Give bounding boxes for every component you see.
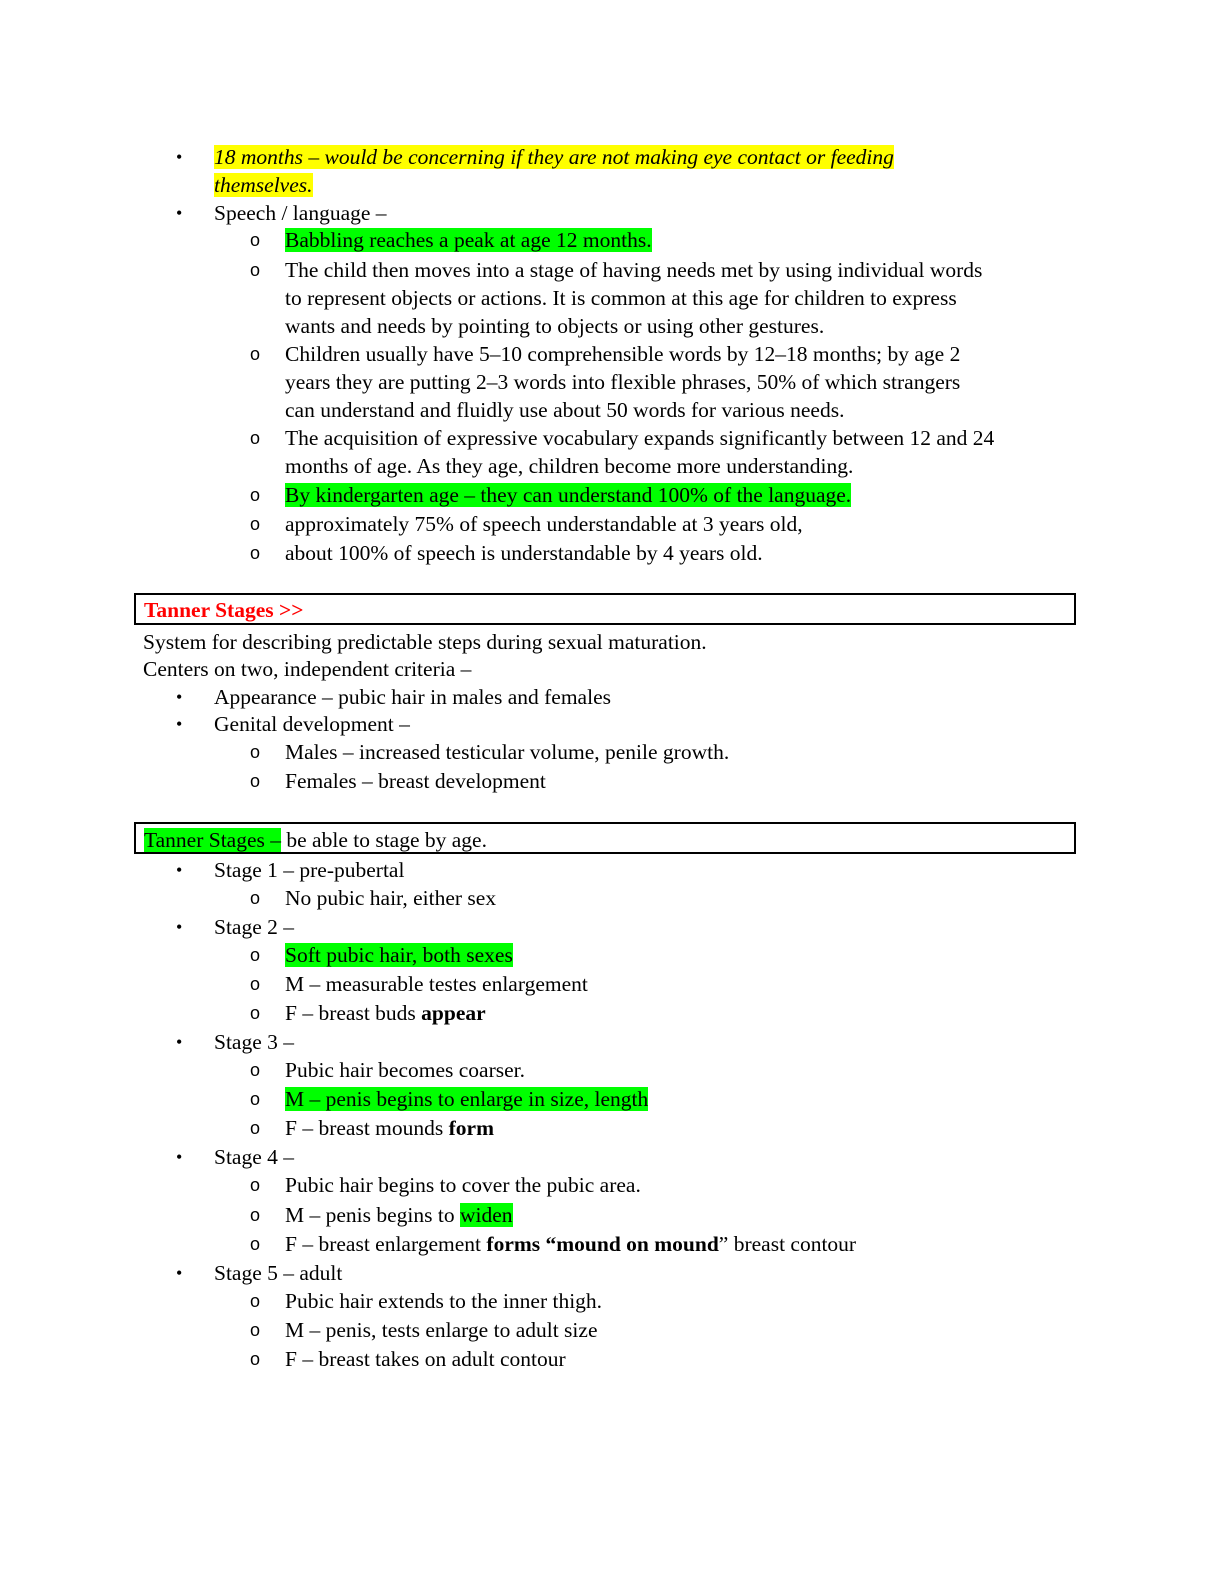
bullet-circle: o xyxy=(250,1291,261,1311)
bullet-circle: o xyxy=(250,742,261,762)
list-item-continued: themselves. xyxy=(214,173,313,197)
bullet-dot: • xyxy=(176,147,183,167)
sub-item: Pubic hair extends to the inner thigh. xyxy=(285,1289,603,1313)
list-item-speech: Speech / language – xyxy=(214,201,387,225)
sub-item: F – breast takes on adult contour xyxy=(285,1347,566,1371)
sub-item-continued: years they are putting 2–3 words into flexible phrases, 50% of which strangers xyxy=(285,370,961,394)
stage-item: Stage 1 – pre-pubertal xyxy=(214,858,405,882)
bullet-circle: o xyxy=(250,260,261,280)
bullet-circle: o xyxy=(250,945,261,965)
sub-item-continued: wants and needs by pointing to objects or using other gestures. xyxy=(285,314,825,338)
intro-text: Centers on two, independent criteria – xyxy=(143,657,472,681)
sub-item-continued: months of age. As they age, children become more understanding. xyxy=(285,454,854,478)
bullet-circle: o xyxy=(250,485,261,505)
sub-item: Soft pubic hair, both sexes xyxy=(285,943,513,967)
bullet-circle: o xyxy=(250,1118,261,1138)
sub-item: M – penis, tests enlarge to adult size xyxy=(285,1318,598,1342)
bullet-circle: o xyxy=(250,888,261,908)
bullet-circle: o xyxy=(250,1175,261,1195)
sub-item-continued: to represent objects or actions. It is common at this age for children to express xyxy=(285,286,957,310)
intro-text: System for describing predictable steps during sexual maturation. xyxy=(143,630,707,654)
sub-item: about 100% of speech is understandable by 4 years old. xyxy=(285,541,763,565)
bullet-circle: o xyxy=(250,514,261,534)
sub-item: By kindergarten age – they can understand 100% of the language. xyxy=(285,483,852,507)
section-heading-box xyxy=(134,593,1076,625)
bullet-circle: o xyxy=(250,344,261,364)
bullet-circle: o xyxy=(250,1089,261,1109)
stage-item: Stage 2 – xyxy=(214,915,295,939)
sub-item: approximately 75% of speech understandable at 3 years old, xyxy=(285,512,803,536)
list-item: Genital development – xyxy=(214,712,410,736)
list-item: 18 months – would be concerning if they are not making eye contact or feeding xyxy=(214,145,894,169)
sub-item: Children usually have 5–10 comprehensible words by 12–18 months; by age 2 xyxy=(285,342,961,366)
sub-item: M – penis begins to enlarge in size, length xyxy=(285,1087,649,1111)
sub-item: No pubic hair, either sex xyxy=(285,886,497,910)
sub-item: F – breast buds appear xyxy=(285,1001,486,1025)
bullet-dot: • xyxy=(176,860,183,880)
bullet-dot: • xyxy=(176,1263,183,1283)
sub-item: The child then moves into a stage of having needs met by using individual words xyxy=(285,258,983,282)
bullet-dot: • xyxy=(176,1032,183,1052)
sub-item: Babbling reaches a peak at age 12 months. xyxy=(285,228,652,252)
bullet-circle: o xyxy=(250,1003,261,1023)
bullet-circle: o xyxy=(250,1060,261,1080)
bullet-circle: o xyxy=(250,230,261,250)
section-heading: Tanner Stages – be able to stage by age. xyxy=(144,828,487,852)
bullet-circle: o xyxy=(250,1349,261,1369)
stage-item: Stage 4 – xyxy=(214,1145,295,1169)
sub-item: Females – breast development xyxy=(285,769,546,793)
sub-item: The acquisition of expressive vocabulary expands significantly between 12 and 24 xyxy=(285,426,995,450)
section-heading: Tanner Stages >> xyxy=(144,598,304,622)
list-item: Appearance – pubic hair in males and females xyxy=(214,685,611,709)
bullet-dot: • xyxy=(176,1147,183,1167)
sub-item: M – measurable testes enlargement xyxy=(285,972,588,996)
sub-item: F – breast mounds form xyxy=(285,1116,495,1140)
sub-item: F – breast enlargement forms “mound on mound” breast contour xyxy=(285,1232,857,1256)
bullet-circle: o xyxy=(250,428,261,448)
sub-item-continued: can understand and fluidly use about 50 words for various needs. xyxy=(285,398,845,422)
bullet-dot: • xyxy=(176,714,183,734)
stage-item: Stage 3 – xyxy=(214,1030,295,1054)
sub-item: Pubic hair becomes coarser. xyxy=(285,1058,525,1082)
bullet-circle: o xyxy=(250,974,261,994)
sub-item: Pubic hair begins to cover the pubic area. xyxy=(285,1173,641,1197)
stage-item: Stage 5 – adult xyxy=(214,1261,343,1285)
bullet-dot: • xyxy=(176,687,183,707)
sub-item: M – penis begins to widen xyxy=(285,1203,513,1227)
sub-item: Males – increased testicular volume, penile growth. xyxy=(285,740,730,764)
bullet-circle: o xyxy=(250,771,261,791)
bullet-circle: o xyxy=(250,543,261,563)
bullet-circle: o xyxy=(250,1320,261,1340)
bullet-circle: o xyxy=(250,1205,261,1225)
bullet-dot: • xyxy=(176,203,183,223)
section-heading-box xyxy=(134,822,1076,854)
bullet-dot: • xyxy=(176,917,183,937)
bullet-circle: o xyxy=(250,1234,261,1254)
